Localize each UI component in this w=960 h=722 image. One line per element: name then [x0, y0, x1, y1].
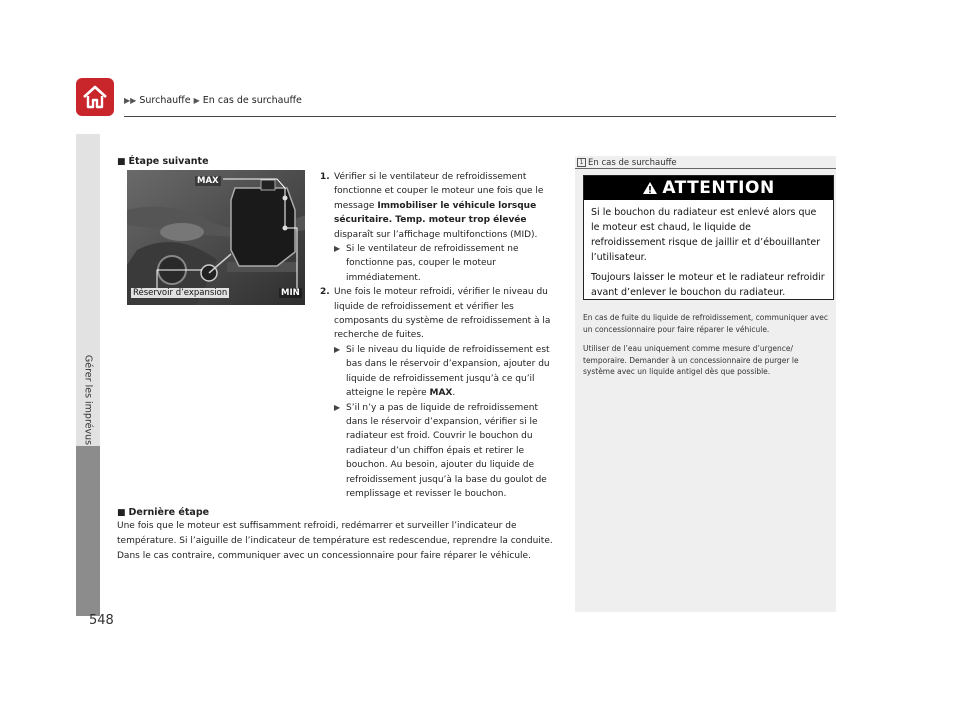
breadcrumb — [124, 95, 302, 106]
warning-box — [583, 175, 834, 300]
header-divider — [124, 116, 836, 117]
side-note-heading: 1 En cas de surchauffe — [577, 158, 677, 168]
step-number: 1. — [320, 172, 330, 182]
substep-arrow-icon: ▶ — [334, 402, 341, 412]
side-note-1: En cas de fuite du liquide de refroidissement, communiquer avec un concessionnaire pour faire réparer le véhicule. — [583, 313, 828, 334]
warning-paragraph-1: Si le bouchon du radiateur est enlevé alors que le moteur est chaud, le liquide de refroidissement risque de jaillir et d’ébouillanter l’utilisateur. — [591, 207, 821, 263]
chapter-label: Gérer les imprévus — [82, 354, 94, 446]
home-icon — [81, 84, 109, 110]
page-number: 548 — [89, 613, 114, 628]
breadcrumb-item-current: En cas de surchauffe — [202, 95, 302, 106]
section-heading-next-step: ■ Étape suivante — [117, 156, 209, 167]
procedure-steps — [312, 170, 560, 501]
figure-label-max: MAX — [197, 176, 219, 186]
substep-arrow-icon: ▶ — [334, 244, 341, 254]
step-2: 2. Une fois le moteur refroidi, vérifier le niveau du liquide de refroidissement et vérifier les composants du système de refroidissement à la recherche de fuites. ▶ Si le niveau du liquide de refroidissement est bas dans le réservoir d’expansion, ajouter du liquide de refroidissement jusqu’à ce qu’il atteigne le repère MAX. ▶ S’il n’y a pas de liquide de refroidissement dans le réservoir d’expansion, vérifier si le radiateur est froid. Couvrir le bouchon du radiateur d’un chiffon épais et retirer le bouchon. Au besoin, ajouter du liquide de refroidissement jusqu’à la base du goulot de remplissage et revisser le bouchon. — [312, 285, 560, 501]
side-notes — [583, 312, 828, 386]
substep-arrow-icon: ▶ — [334, 344, 341, 354]
side-note-2: Utiliser de l’eau uniquement comme mesure d’urgence/ temporaire. Demander à un concessionnaire de purger le système avec un liquide antigel dès que possible. — [583, 344, 799, 376]
warning-text — [584, 200, 833, 300]
section-heading-last-step: ■ Dernière étape — [117, 507, 210, 518]
home-button[interactable] — [76, 78, 114, 116]
step-1-substep: ▶ Si le ventilateur de refroidissement ne fonctionne pas, couper le moteur immédiatement. — [334, 244, 519, 283]
step-number: 2. — [320, 287, 330, 298]
coolant-reservoir-figure — [127, 170, 305, 305]
breadcrumb-item-overheating[interactable]: Surchauffe — [139, 95, 191, 106]
figure-label-reservoir: Réservoir d’expansion — [133, 288, 228, 298]
chapter-tab-active[interactable] — [76, 446, 100, 616]
step-1: 1. Vérifier si le ventilateur de refroidissement fonctionne et couper le moteur une fois que le message Immobiliser le véhicule lorsque sécuritaire. Temp. moteur trop élevée disparaît sur l’affichage multifonctions (MID). ▶ Si le ventilateur de refroidissement ne fonctionne pas, couper le moteur immédiatement. — [312, 170, 560, 285]
mid-message: Immobiliser le véhicule lorsque sécuritaire. Temp. moteur trop élevée — [334, 200, 537, 226]
side-note-divider — [575, 168, 836, 169]
breadcrumb-arrow-icon: ▶ — [193, 96, 200, 105]
square-bullet-icon: ■ — [117, 508, 126, 518]
step-2-substep-1: ▶ Si le niveau du liquide de refroidissement est bas dans le réservoir d’expansion, ajouter du liquide de refroidissement jusqu’à ce qu’il atteigne le repère MAX. — [334, 344, 550, 399]
warning-triangle-icon — [642, 181, 658, 195]
last-step-text: Une fois que le moteur est suffisamment refroidi, redémarrer et surveiller l’indicateur de température. Si l’aiguille de l’indicateur de température est redescendue, reprendre la conduite. Dans le cas contraire, communiquer avec un concessionnaire pour faire réparer le véhicule. — [117, 521, 553, 561]
figure-label-min: MIN — [281, 288, 300, 298]
warning-paragraph-2: Toujours laisser le moteur et le radiateur refroidir avant d’enlever le bouchon du radiateur. — [591, 272, 825, 298]
engine-bay-illustration — [127, 170, 305, 305]
step-2-substep-2: ▶ S’il n’y a pas de liquide de refroidissement dans le réservoir d’expansion, vérifier si le radiateur est froid. Couvrir le bouchon du radiateur d’un chiffon épais et retirer le bouchon. Au besoin, ajouter du liquide de refroidissement jusqu’à la base du goulot de remplissage et revisser le bouchon. — [334, 402, 547, 499]
reference-icon: 1 — [577, 158, 586, 167]
square-bullet-icon: ■ — [117, 157, 126, 167]
breadcrumb-arrow-icon: ▶▶ — [124, 96, 137, 105]
warning-banner: ATTENTION — [584, 176, 833, 200]
